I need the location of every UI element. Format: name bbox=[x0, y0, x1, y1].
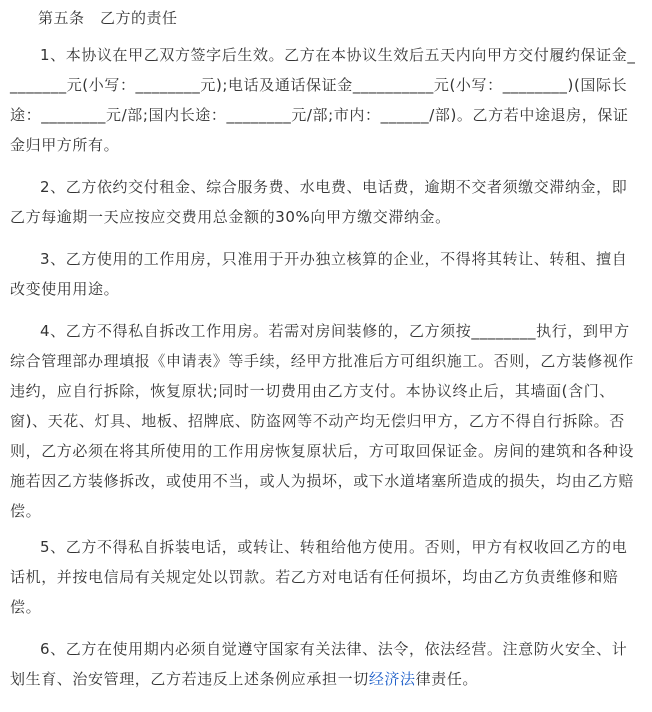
economic-law-link[interactable]: 经济法 bbox=[368, 670, 416, 688]
clause-6-text-after: 律责任。 bbox=[415, 670, 479, 688]
clause-4: 4、乙方不得私自拆改工作用房。若需对房间装修的，乙方须按________执行，到甲方综合管理部办理填报《申请表》等手续，经甲方批准后方可组织施工。否则，乙方装修视作违约，应自行拆除，恢复原状;同时一切费用由乙方支付。本协议终止后，其墙面(含门、窗)、天花、灯具、地板、招牌底、防盗网等不动产均无偿归甲方，乙方不得自行拆除。否则，乙方必须在将其所使用的工作用房恢复原状后，方可取回保证金。房间的建筑和各种设施若因乙方装修拆改，或使用不当，或人为损坏，或下水道堵塞所造成的损失，均由乙方赔偿。 bbox=[10, 322, 635, 520]
clause-2: 2、乙方依约交付租金、综合服务费、水电费、电话费，逾期不交者须缴交滞纳金，即乙方每逾期一天应按应交费用总金额的30%向甲方缴交滞纳金。 bbox=[10, 178, 628, 226]
clause-6 bbox=[10, 634, 640, 694]
clause-6-text-before: 6、乙方在使用期内必须自觉遵守国家有关法律、法令，依法经营。注意防火安全、计划生育、治安管理，乙方若违反上述条例应承担一切 bbox=[10, 640, 628, 688]
article-title: 第五条 乙方的责任 bbox=[38, 9, 178, 27]
clause-5: 5、乙方不得私自拆装电话，或转让、转租给他方使用。否则，甲方有权收回乙方的电话机，并按电信局有关规定处以罚款。若乙方对电话有任何损坏，均由乙方负责维修和赔偿。 bbox=[10, 538, 628, 616]
clause-3: 3、乙方使用的工作用房，只准用于开办独立核算的企业，不得将其转让、转租、擅自改变使用用途。 bbox=[10, 250, 628, 298]
clause-1: 1、本协议在甲乙双方签字后生效。乙方在本协议生效后五天内向甲方交付履约保证金________元(小写：________元);电话及通话保证金__________元(小写：________)(国际长途：________元/部;国内长途：________元/部;市内：______/部)。乙方若中途退房，保证金归甲方所有。 bbox=[10, 46, 636, 154]
